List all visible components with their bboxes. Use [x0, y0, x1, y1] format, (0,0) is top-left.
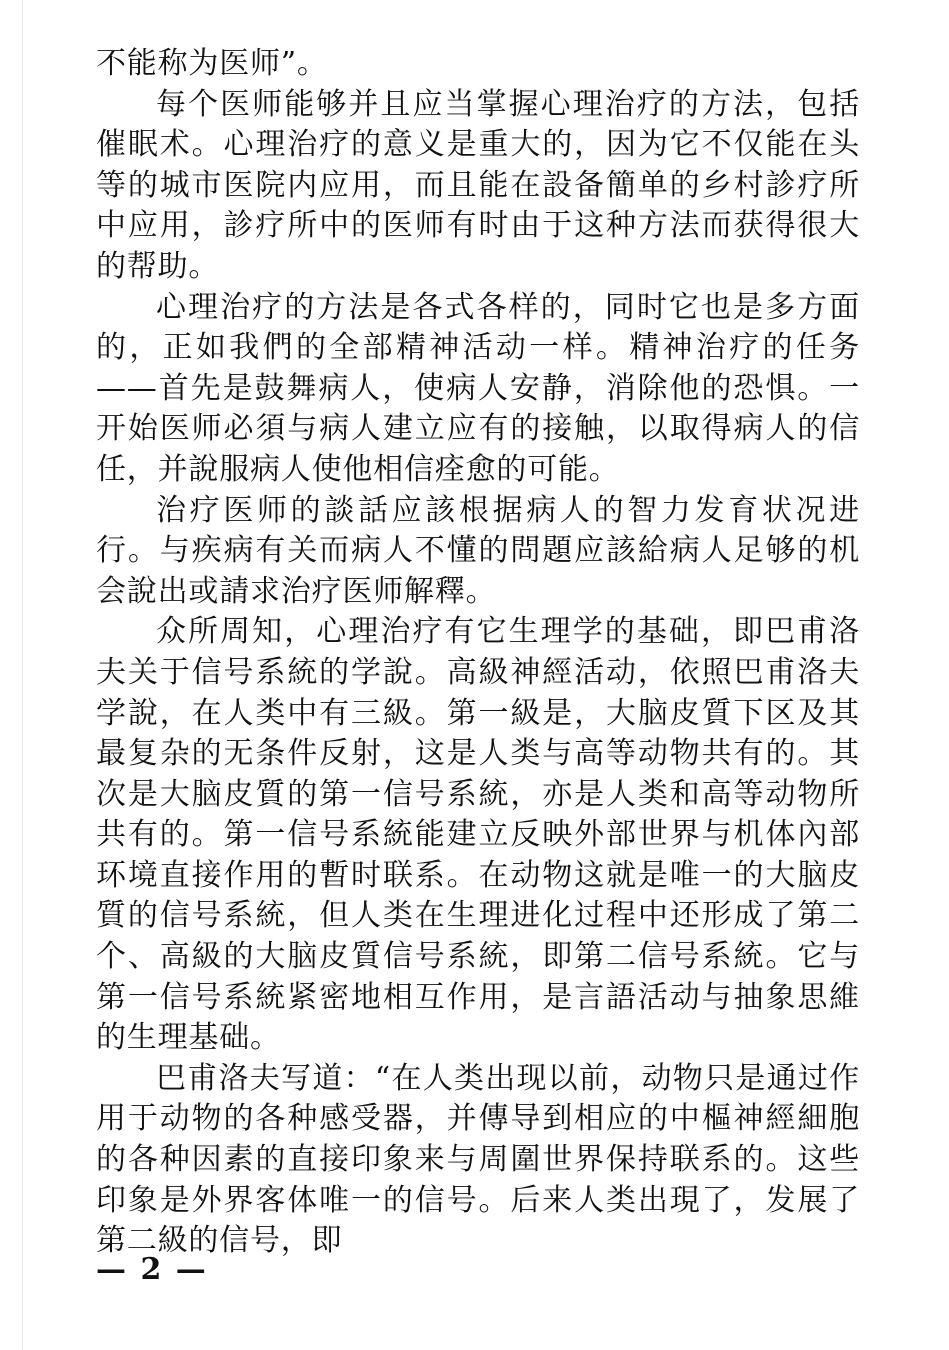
paragraph-6: 巴甫洛夫写道：“在人类出现以前，动物只是通过作用于动物的各种感受器，并傳导到相应的中樞神經細胞的各种因素的直接印象来与周圍世界保持联系的。这些印象是外界客体唯一的信号。后来人类出現了，发展了第二級的信号，即: [96, 1060, 860, 1259]
page-number: — 2 —: [96, 1252, 208, 1287]
page-edge-line: [22, 0, 23, 1350]
paragraph-4: 治疗医师的談話应該根据病人的智力发育状况进行。与疾病有关而病人不懂的問題应該給病人足够的机会說出或請求治疗医师解釋。: [96, 492, 860, 609]
paragraph-5: 众所周知，心理治疗有它生理学的基础，即巴甫洛夫关于信号系統的学說。高級神經活动，依照巴甫洛夫学說，在人类中有三級。第一級是，大脑皮質下区及其最复杂的无条件反射，这是人类与高等动物共有的。其次是大脑皮質的第一信号系統，亦是人类和高等动物所共有的。第一信号系統能建立反映外部世界与机体內部环境直接作用的暫时联系。在动物这就是唯一的大脑皮質的信号系統，但人类在生理进化过程中还形成了第二个、高級的大脑皮質信号系統，即第二信号系統。它与第一信号系統紧密地相互作用，是言語活动与抽象思維的生理基础。: [96, 614, 860, 1056]
paragraph-2: 每个医师能够并且应当掌握心理治疗的方法，包括催眠术。心理治疗的意义是重大的，因为它不仅能在头等的城市医院内应用，而且能在設备簡单的乡村診疗所中应用，診疗所中的医师有时由于这种方法而获得很大的帮助。: [96, 86, 860, 284]
paragraph-3: 心理治疗的方法是各式各样的，同时它也是多方面的，正如我們的全部精神活动一样。精神治疗的任务——首先是鼓舞病人，使病人安静，消除他的恐惧。一开始医师必須与病人建立应有的接触，以取得病人的信任，并說服病人使他相信痊愈的可能。: [96, 289, 860, 487]
body-text: [96, 44, 860, 1262]
paragraph-1: 不能称为医师”。: [96, 46, 328, 81]
